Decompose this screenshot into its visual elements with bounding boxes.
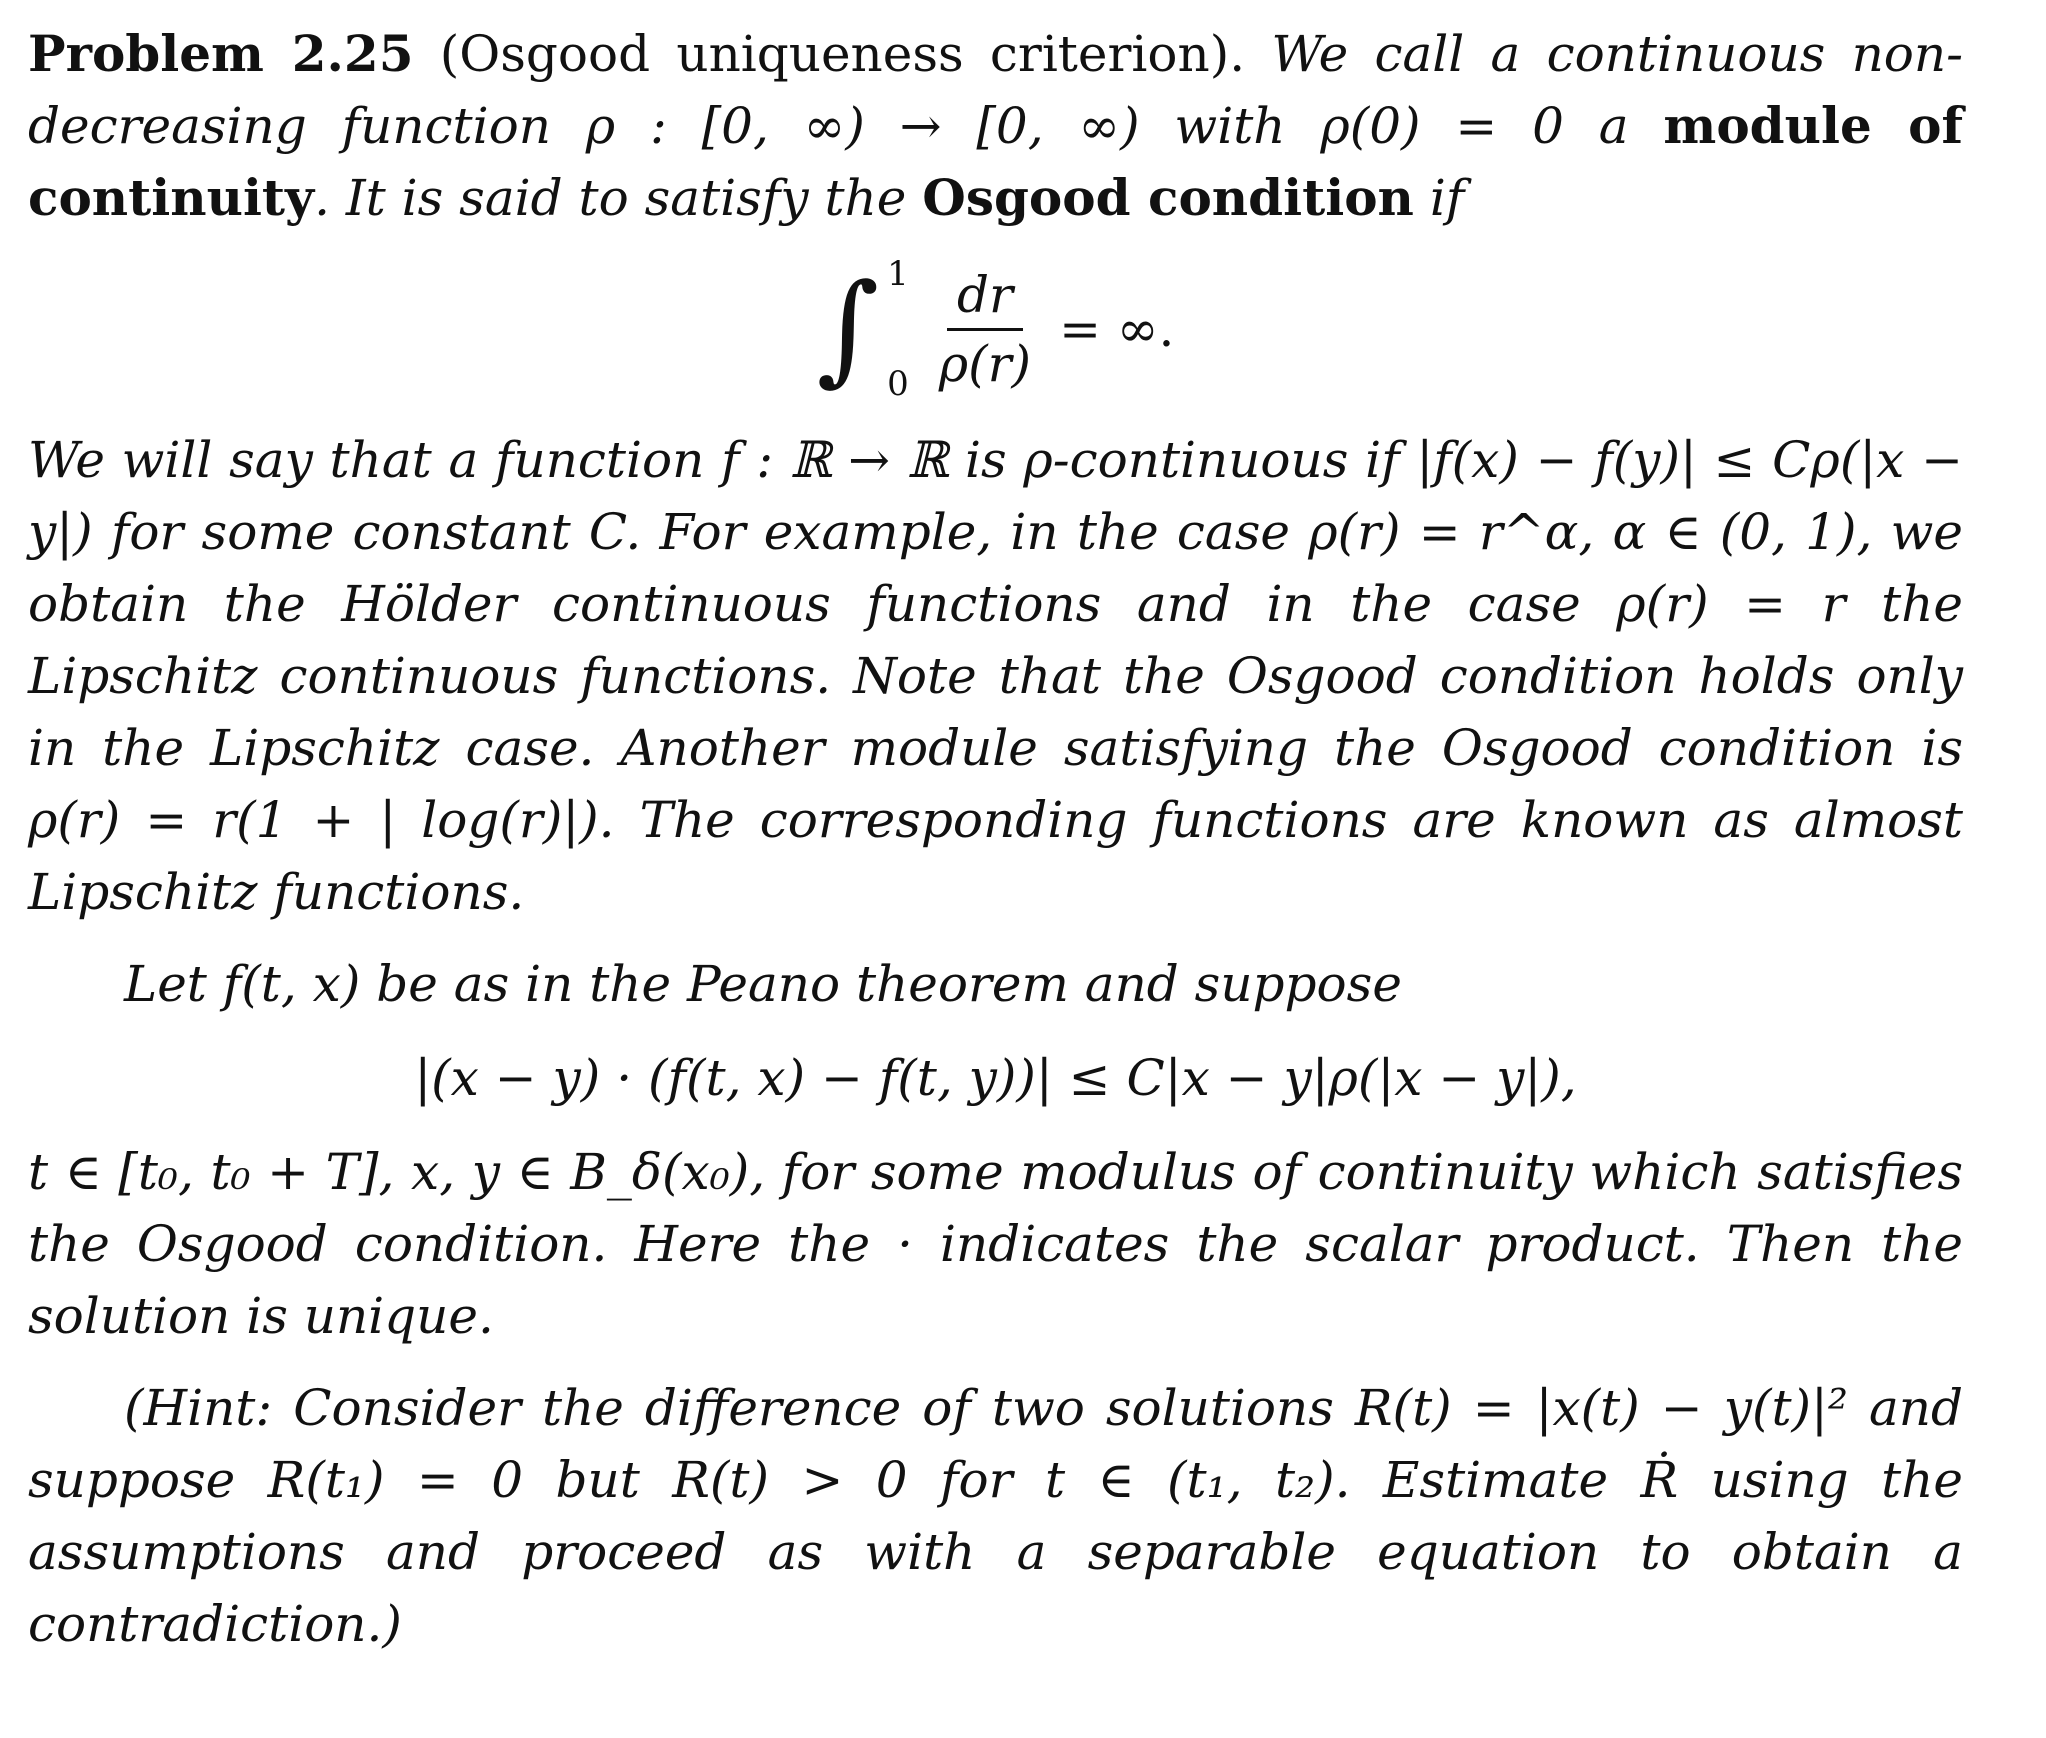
integral-lower-limit: 0 bbox=[887, 364, 909, 404]
problem-intro-2: . It is said to satisfy the bbox=[314, 169, 907, 227]
paragraph-hint: (Hint: Consider the difference of two solutions R(t) = |x(t) − y(t)|² and suppose R(t₁) = 0 but R(t) > 0 for t ∈ (t₁, t₂). Estimate Ṙ using the assumptions and proceed as with a separable equation to obtain a contradiction.) bbox=[28, 1379, 1963, 1653]
document-page bbox=[28, 18, 1963, 1660]
problem-label: Problem 2.25 bbox=[28, 24, 414, 83]
problem-name: (Osgood uniqueness criterion). bbox=[439, 25, 1246, 83]
term-module-of-continuity: module of continuity bbox=[28, 96, 1964, 227]
paragraph-rho-continuous: We will say that a function f : ℝ → ℝ is ρ-continuous if |f(x) − f(y)| ≤ Cρ(|x − y|) for some constant C. For example, in the case ρ(r) = r^α, α ∈ (0, 1), we obtain the Hölder continuous functions and in the case ρ(r) = r the Lipschitz continuous functions. Note that the Osgood condition holds only in the Lipschitz case. Another module satisfying the Osgood condition is ρ(r) = r(1 + | log(r)|). The corresponding functions are known as almost Lipschitz functions. bbox=[28, 431, 1963, 921]
integral-limits bbox=[887, 254, 909, 404]
display-equation-inequality: |(x − y) · (f(t, x) − f(t, y))| ≤ C|x − y|ρ(|x − y|), bbox=[414, 1049, 1577, 1107]
integral-upper-limit: 1 bbox=[887, 254, 909, 294]
integral-sign: ∫ bbox=[816, 259, 880, 398]
problem-intro-1: We call a continuous non-decreasing function ρ : [0, ∞) → [0, ∞) with ρ(0) = 0 a bbox=[28, 25, 1963, 155]
fraction-denominator: ρ(r) bbox=[938, 334, 1032, 393]
problem-statement bbox=[28, 18, 1963, 234]
paragraph-peano: Let f(t, x) be as in the Peano theorem and suppose bbox=[124, 955, 1402, 1013]
integral-rhs: = ∞. bbox=[1059, 300, 1175, 358]
problem-intro-3: if bbox=[1429, 169, 1465, 227]
integral-fraction bbox=[929, 266, 1041, 393]
paragraph-uniqueness: t ∈ [t₀, t₀ + T], x, y ∈ B_δ(x₀), for some modulus of continuity which satisfies the Osgood condition. Here the · indicates the scalar product. Then the solution is unique. bbox=[28, 1143, 1963, 1345]
osgood-integral bbox=[28, 234, 1963, 424]
term-osgood-condition: Osgood condition bbox=[922, 168, 1414, 227]
fraction-numerator: dr bbox=[947, 266, 1023, 331]
